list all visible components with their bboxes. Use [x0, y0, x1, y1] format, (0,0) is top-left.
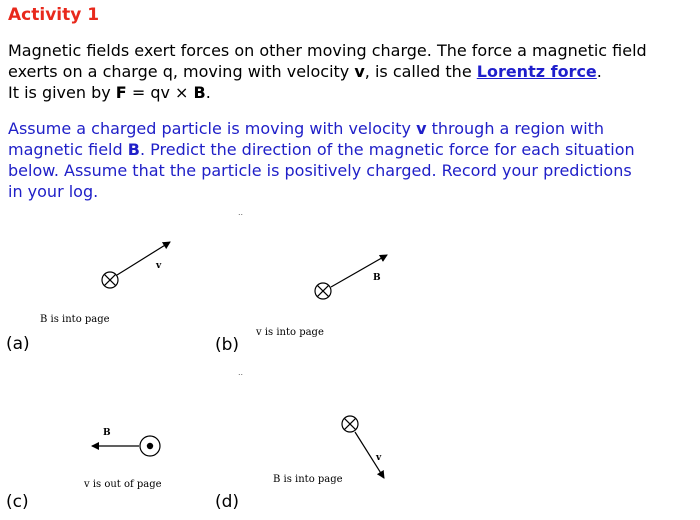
instr-line-1-end: through a region with: [426, 119, 605, 138]
figure-d-label: (d): [215, 492, 240, 512]
instr-line-2-end: . Predict the direction of the magnetic force for each situation: [139, 140, 635, 159]
dots-mark-1: ..: [238, 208, 244, 217]
velocity-symbol: v: [354, 62, 365, 81]
force-symbol: F: [115, 83, 127, 102]
figure-c-out-of-page-symbol: [140, 436, 160, 456]
figure-b-label: (b): [215, 335, 240, 355]
figure-a-label: (a): [6, 334, 30, 354]
formula-end: .: [205, 83, 211, 102]
figure-a-velocity-arrow: [117, 242, 170, 275]
figure-a-caption: B is into page: [40, 314, 110, 325]
figure-a-into-page-symbol: [102, 272, 118, 288]
instr-line-4: in your log.: [8, 182, 99, 201]
intro-line-2-end: .: [596, 62, 602, 81]
figure-c-caption: v is out of page: [84, 479, 162, 490]
figure-d-into-page-symbol: [342, 416, 358, 432]
instr-line-1-text: Assume a charged particle is moving with velocity: [8, 119, 417, 138]
figure-b-vector-label: B: [373, 273, 381, 283]
figure-d-vector-label: v: [376, 453, 382, 463]
intro-line-1: Magnetic fields exert forces on other moving charge. The force a magnetic field: [8, 41, 647, 60]
instr-field-symbol: B: [127, 140, 140, 159]
activity-title: Activity 1: [8, 5, 100, 25]
instr-line-3: below. Assume that the particle is positively charged. Record your predictions: [8, 161, 632, 180]
instr-line-2-text: magnetic field: [8, 140, 128, 159]
figure-c-vector-label: B: [103, 428, 111, 438]
instr-velocity-symbol: v: [416, 119, 427, 138]
figure-d-caption: B is into page: [273, 474, 343, 485]
figure-c-label: (c): [6, 492, 29, 512]
intro-line-2-mid: , is called the: [364, 62, 477, 81]
lorentz-force-link[interactable]: Lorentz force: [476, 62, 597, 81]
intro-line-3-text: It is given by: [8, 83, 116, 102]
intro-line-2-text: exerts on a charge q, moving with velocity: [8, 62, 355, 81]
figure-b-into-page-symbol: [315, 283, 331, 299]
field-symbol: B: [193, 83, 206, 102]
figure-a-vector-label: v: [156, 261, 162, 271]
dots-mark-2: ..: [238, 368, 244, 377]
figure-b-caption: v is into page: [256, 327, 324, 338]
formula-text: = qv ×: [126, 83, 194, 102]
